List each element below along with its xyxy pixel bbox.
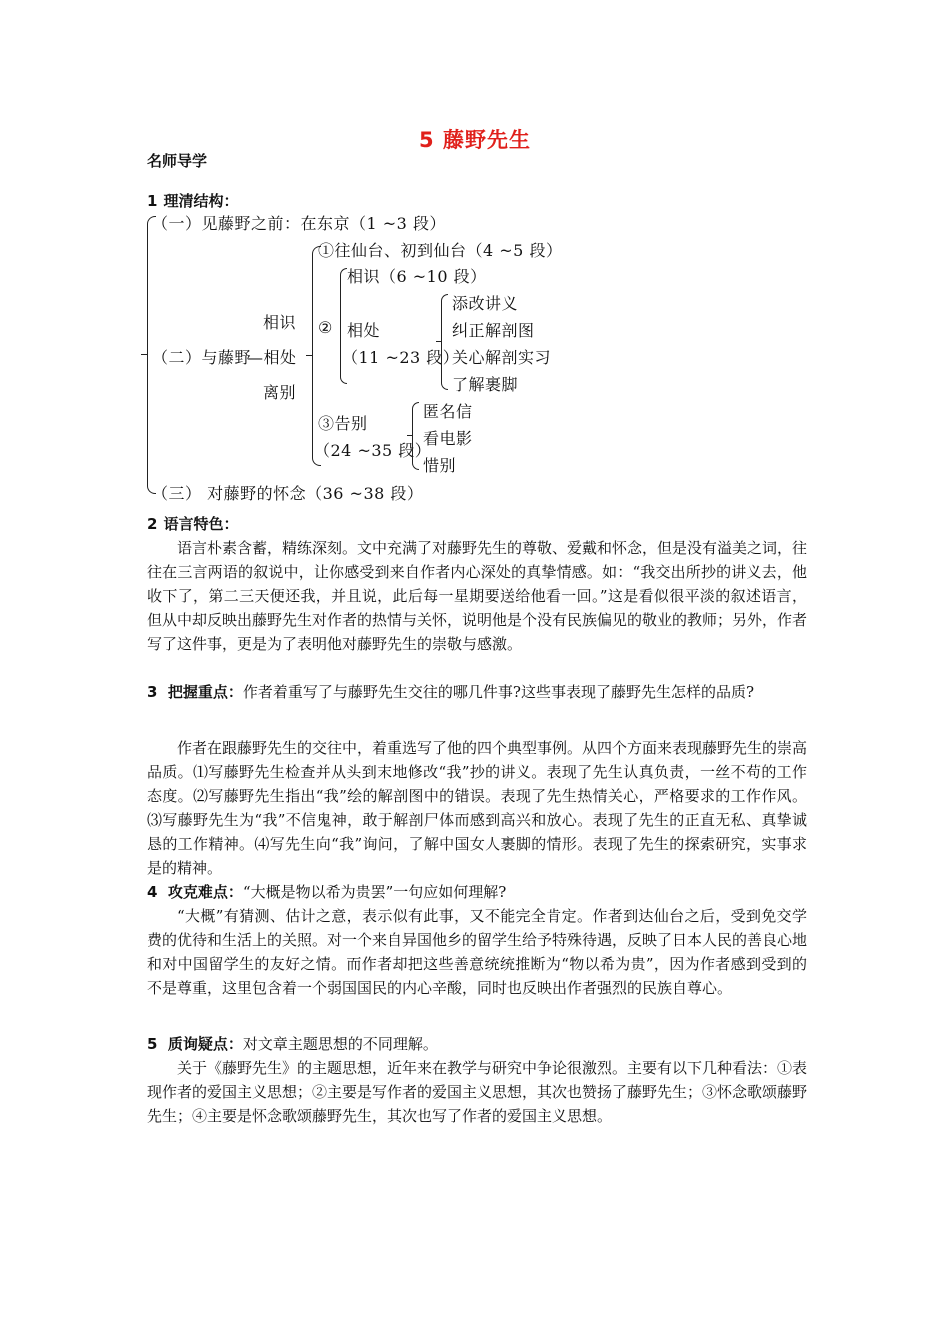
list-item: 纠正解剖图 [452,321,535,340]
section-4-heading: 4 攻克难点：“大概是物以希为贵罢”一句应如何理解? [147,883,507,901]
list-item: 看电影 [423,429,473,448]
relation-meet: 相识 [263,313,297,332]
part-1-label: （一）见藤野之前：在东京（1 ~3 段） [152,214,446,233]
sub-3-range: （24 ~35 段） [314,441,432,460]
list-item: 惜别 [423,456,457,475]
key-points-paragraph: 作者在跟藤野先生的交往中，着重选写了他的四个典型事例。从四个方面来表现藤野先生的崇高品质。⑴写藤野先生检查并从头到末地修改“我”抄的讲义。表现了先生认真负责，一丝不苟的工作态度。⑵写藤野先生指出“我”绘的解剖图中的错误。表现了先生热情关心，严格要求的工作作风。⑶写藤野先生为“我”不信鬼神，敢于解剖尸体而感到高兴和放心。表现了先生的正直无私、真挚诚恳的工作精神。⑷写先生向“我”询问，了解中国女人裹脚的情形。表现了先生的探索研究，实事求是的精神。 [147,739,808,877]
doubts-paragraph: 关于《藤野先生》的主题思想，近年来在教学与研究中争论很激烈。主要有以下几种看法：①表现作者的爱国主义思想；②主要是写作者的爱国主义思想，其次也赞扬了藤野先生；③怀念歌颂藤野先生；④主要是怀念歌颂藤野先生，其次也写了作者的爱国主义思想。 [147,1059,808,1125]
difficulty-paragraph: “大概”有猜测、估计之意，表示似有此事，又不能完全肯定。作者到达仙台之后，受到免交学费的优待和生活上的关照。对一个来自异国他乡的留学生给予特殊待遇，反映了日本人民的善良心地和对中国留学生的友好之情。而作者却把这些善意统统推断为“物以希为贵”，因为作者感到受到的不是尊重，这里包含着一个弱国国民的内心辛酸，同时也反映出作者强烈的民族自尊心。 [147,907,808,997]
section-1-heading: 1 理清结构： [147,192,239,210]
list-item: 了解裹脚 [452,375,519,394]
page-title: 5 藤野先生 [419,128,531,152]
list-item: 匿名信 [423,402,473,421]
sub-3-title: ③告别 [318,414,368,433]
part-3-label: （三） 对藤野的怀念（36 ~38 段） [152,484,424,503]
list-item: 关心解剖实习 [452,348,552,367]
list-item: 添改讲义 [452,294,519,313]
section-2-heading: 2 语言特色： [147,515,239,533]
sub-1-label: ①往仙台、初到仙台（4 ~5 段） [318,241,563,260]
part-2-label: （二）与藤野 [152,348,252,367]
language-paragraph: 语言朴素含蓄，精练深刻。文中充满了对藤野先生的尊敬、爱戴和怀念，但是没有溢美之词，往往在三言两语的叙说中，让你感受到来自作者内心深处的真挚情感。如：“我交出所抄的讲义去，他收下了，第二三天便还我，并且说，此后每一星期要送给他看一回。”这是看似很平淡的叙述语言，但从中却反映出藤野先生对作者的热情与关怀，说明他是个没有民族偏见的敬业的教师；另外，作者写了这件事，更是为了表明他对藤野先生的崇敬与感激。 [147,539,808,653]
guide-heading: 名师导学 [147,152,208,170]
sub-2-meet: 相识（6 ~10 段） [347,267,487,286]
section-3-heading: 3 把握重点：作者着重写了与藤野先生交往的哪几件事?这些事表现了藤野先生怎样的品质? [147,683,754,701]
sub-2-items-brace [441,294,448,390]
sub-2-with-range: （11 ~23 段） [342,348,460,367]
relation-with: —相处 [247,348,297,367]
section-5-heading: 5 质询疑点：对文章主题思想的不同理解。 [147,1035,438,1053]
sub-2-with: 相处 [347,321,381,340]
sub-2-num: ② [318,318,333,337]
sub-3-brace [412,402,419,470]
relation-part: 离别 [263,383,297,402]
